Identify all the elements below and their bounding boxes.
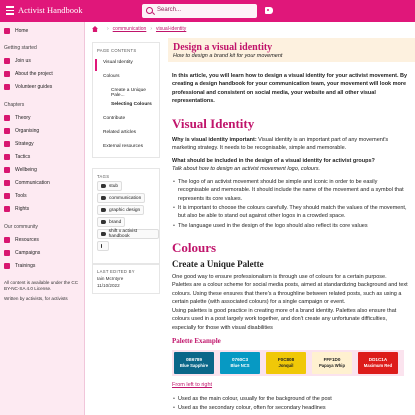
swatch xyxy=(358,352,398,374)
swatch-hex: 0B6789 xyxy=(185,357,203,362)
sidebar-item-trainings[interactable] xyxy=(4,261,35,271)
list-item: • Used as the main colour, usually for the background of the post xyxy=(178,395,408,403)
top-bar xyxy=(0,0,415,22)
tag-icon xyxy=(101,208,106,212)
tag-chip[interactable] xyxy=(97,193,145,203)
why-text: Visual identity is an important part of any movement's marketing strategy. It needs to be recognisable, simple and memorable. xyxy=(172,137,389,152)
site-brand[interactable]: Activist Handbook xyxy=(18,5,83,15)
guide-icon xyxy=(4,84,10,90)
tag-label: shift x activist handbook xyxy=(108,229,138,239)
sidebar-item-label: Home xyxy=(15,28,29,34)
tag-chip[interactable] xyxy=(97,217,125,227)
palette-paragraph-2: Using palettes is good practice in creating more of a brand identity. Palettes also ensure that colours used in a post largely work together, and don't create any unfortunate difficulties, especially for those with visual disabilities xyxy=(172,308,397,331)
sidebar-item-rights[interactable] xyxy=(4,204,29,214)
sidebar xyxy=(0,22,85,415)
toc-item[interactable]: Selecting Colours xyxy=(111,102,152,107)
tag-icon xyxy=(101,244,102,248)
swatch xyxy=(266,352,306,374)
page-contents xyxy=(92,42,160,158)
sidebar-item-label: Theory xyxy=(15,115,31,121)
tag-icon xyxy=(101,220,106,224)
strategy-icon xyxy=(4,141,10,147)
people-icon xyxy=(4,58,10,64)
campaign-icon xyxy=(4,250,10,256)
menu-icon[interactable] xyxy=(6,6,14,15)
sidebar-item-label: Wellbeing xyxy=(15,167,37,173)
heading-unique-palette: Create a Unique Palette xyxy=(172,259,264,269)
palette-paragraph-1: One good way to ensure professionalism is through use of colours for a certain purpose. Palettes are a colour scheme for social media posts, aimed at standardizing background and text colours. Using these ensures that there's a throughline between related posts, such as using a certain palette (with associated colours) for a single campaign or event. xyxy=(172,274,408,305)
sidebar-item-organising[interactable] xyxy=(4,126,39,136)
list-item: • It is important to choose the colours carefully. They should match the values of the movement, but also be able to stand out against other logos in a crowded space. xyxy=(178,204,408,221)
tags-icon[interactable] xyxy=(265,7,273,14)
what-heading: What should be included in the design of a visual identity for activist groups? xyxy=(172,158,375,164)
search-icon xyxy=(146,7,153,14)
section-community: Our community xyxy=(4,224,38,230)
written-by-text: Written by activists, for activists xyxy=(4,296,68,301)
sidebar-item-label: Resources xyxy=(15,237,39,243)
swatch-name: Blue NCS xyxy=(230,363,250,368)
sidebar-item-label: Tools xyxy=(15,193,27,199)
sidebar-item-label: Join us xyxy=(15,58,31,64)
book-icon xyxy=(4,115,10,121)
search-placeholder: Search... xyxy=(157,7,182,13)
article-hero xyxy=(168,38,415,62)
sidebar-item-communication[interactable] xyxy=(4,178,50,188)
scale-icon xyxy=(4,206,10,212)
sidebar-item-label: Trainings xyxy=(15,263,36,269)
toc-item[interactable]: Create a Unique Pale... xyxy=(111,88,146,98)
page-title: Design a visual identity xyxy=(173,42,273,53)
tags-title: TAGS xyxy=(97,174,110,179)
tactics-icon xyxy=(4,154,10,160)
sidebar-item-label: About the project xyxy=(15,71,53,77)
swatch-name: Jonquil xyxy=(278,363,294,368)
sidebar-item-label: Tactics xyxy=(15,154,31,160)
list-item: • Used as the secondary colour, often for secondary headlines xyxy=(178,404,408,412)
swatch-hex: F0C808 xyxy=(277,357,295,362)
swatch xyxy=(312,352,352,374)
from-left-link[interactable]: From left to right xyxy=(172,382,213,388)
search-input[interactable] xyxy=(142,4,257,18)
sidebar-item-tools[interactable] xyxy=(4,191,27,201)
training-icon xyxy=(4,263,10,269)
swatch-name: Blue Sapphire xyxy=(179,363,209,368)
list-item: • The language used in the design of the logo should also reflect its core values xyxy=(178,222,408,230)
swatch-hex: FFF1D0 xyxy=(323,357,341,362)
toc-title: PAGE CONTENTS xyxy=(97,48,137,53)
why-paragraph xyxy=(172,136,408,153)
last-edited-date: 11/10/2022 xyxy=(97,283,120,288)
sidebar-item-strategy[interactable] xyxy=(4,139,34,149)
toc-item[interactable]: Contribute xyxy=(103,116,126,121)
home-icon[interactable] xyxy=(92,26,98,32)
swatch-name: Papaya Whip xyxy=(318,363,346,368)
sidebar-item-label: Strategy xyxy=(15,141,34,147)
last-edited-title: LAST EDITED BY xyxy=(97,269,135,274)
toc-item[interactable]: Visual Identity xyxy=(103,60,133,65)
sidebar-item-label: Organising xyxy=(15,128,40,134)
section-getting-started: Getting started xyxy=(4,45,37,51)
what-subheading: Talk about how to design an activist movement logo, colours. xyxy=(172,166,321,172)
swatch xyxy=(220,352,260,374)
heart-icon xyxy=(4,167,10,173)
sidebar-item-volunteer[interactable] xyxy=(4,82,52,92)
toc-item[interactable]: Colours xyxy=(103,74,120,79)
tag-label: brand xyxy=(109,219,122,225)
organising-icon xyxy=(4,128,10,134)
sidebar-item-wellbeing[interactable] xyxy=(4,165,37,175)
tag-chip[interactable] xyxy=(97,205,144,215)
sidebar-item-label: Communication xyxy=(15,180,50,186)
list-item: • The logo of an activist movement should be simple and iconic in order to be easily recognisable and memorable. It should include the name of the movement and a symbol that represents its core values. xyxy=(178,178,408,203)
sidebar-item-theory[interactable] xyxy=(4,113,31,123)
palette-example-label: Palette Example xyxy=(172,337,221,345)
tag-icon xyxy=(101,232,106,236)
license-text: All content is available under the CC BY-NC-SA 4.0 License. xyxy=(4,280,79,291)
page-subtitle: How to design a brand kit for your movement xyxy=(173,53,283,59)
breadcrumb: › communication › visual-identity xyxy=(92,24,186,34)
swatch-hex: 0760C3 xyxy=(231,357,249,362)
toc-item[interactable]: External resources xyxy=(103,144,143,149)
toc-active-indicator xyxy=(95,59,97,71)
tag-label: communication xyxy=(109,195,142,201)
home-icon xyxy=(4,28,10,34)
section-chapters: Chapters xyxy=(4,102,25,108)
resources-icon xyxy=(4,237,10,243)
sidebar-item-about[interactable] xyxy=(4,69,53,79)
last-edited-panel xyxy=(92,264,160,294)
swatch-hex: DD1C1A xyxy=(368,357,388,362)
tag-chip-more[interactable] xyxy=(97,241,109,251)
last-edited-author[interactable]: Iain McIntyre xyxy=(97,276,124,281)
sidebar-item-campaigns[interactable] xyxy=(4,248,40,258)
tag-chip[interactable] xyxy=(97,229,159,239)
sidebar-item-label: Campaigns xyxy=(15,250,41,256)
tag-icon xyxy=(101,196,106,200)
tag-icon xyxy=(101,184,106,188)
heading-colours: Colours xyxy=(172,240,217,255)
swatch-name: Maximum Red xyxy=(363,363,393,368)
sidebar-item-tactics[interactable] xyxy=(4,152,30,162)
sidebar-item-label: Volunteer guides xyxy=(15,84,53,90)
tags-panel xyxy=(92,168,160,264)
info-icon xyxy=(4,71,10,77)
why-label: Why is visual identity important: xyxy=(172,137,257,143)
sidebar-item-join-us[interactable] xyxy=(4,56,31,66)
tools-icon xyxy=(4,193,10,199)
megaphone-icon xyxy=(4,180,10,186)
palette-swatches xyxy=(172,350,404,376)
breadcrumb-visual-identity[interactable]: visual-identity xyxy=(155,26,187,32)
tag-label: graphic design xyxy=(109,207,141,213)
sidebar-item-home[interactable] xyxy=(4,26,28,36)
breadcrumb-communication[interactable]: communication xyxy=(112,26,147,32)
sidebar-item-label: Rights xyxy=(15,206,30,212)
article-intro: In this article, you will learn how to design a visual identity for your activist movement. By creating a design handbook for your communication team, your movement will look more professional and consistent on social media, your website and all other visual representations. xyxy=(172,73,408,104)
toc-item[interactable]: Related articles xyxy=(103,130,137,135)
tag-chip[interactable] xyxy=(97,181,122,191)
heading-visual-identity: Visual Identity xyxy=(172,116,255,131)
swatch xyxy=(174,352,214,374)
sidebar-item-resources[interactable] xyxy=(4,235,39,245)
tag-label: stub xyxy=(109,183,119,189)
